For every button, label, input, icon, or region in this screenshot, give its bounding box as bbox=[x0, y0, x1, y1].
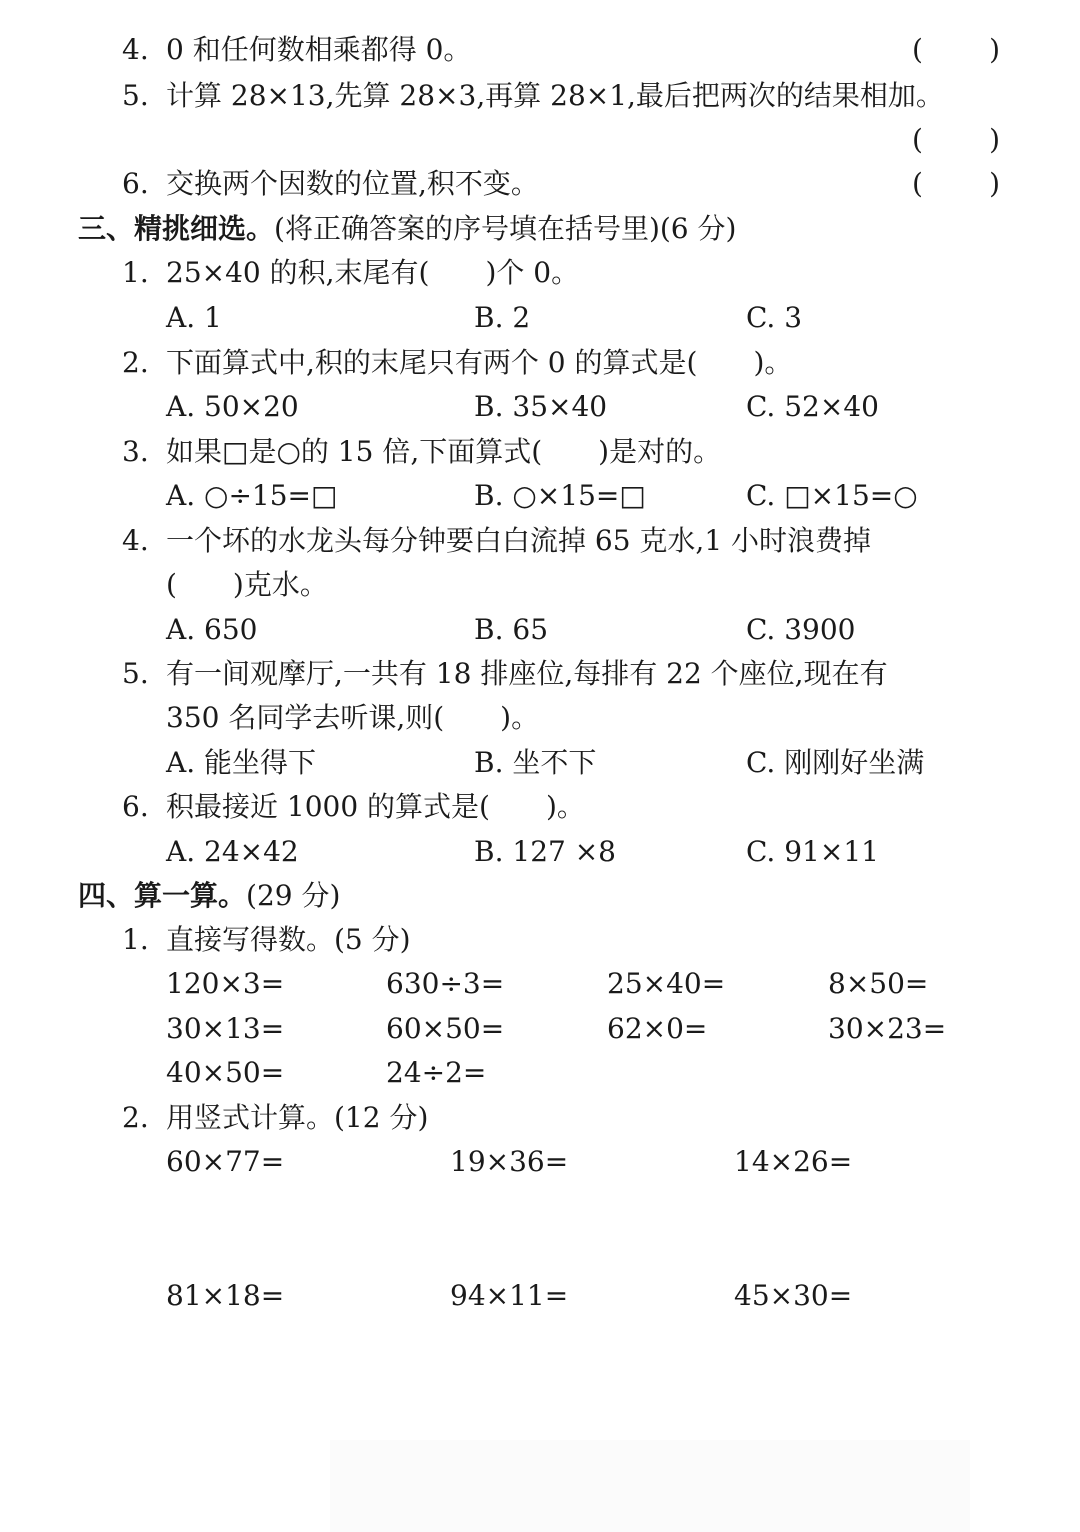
question-text: 一个坏的水龙头每分钟要白白流掉 65 克水,1 小时浪费掉 bbox=[166, 524, 872, 557]
option-c[interactable]: C. 3 bbox=[746, 301, 803, 334]
option-b[interactable]: B. 坐不下 bbox=[474, 746, 597, 779]
calc-item[interactable]: 81×18= bbox=[166, 1279, 285, 1312]
math-item[interactable]: 30×13= bbox=[166, 1012, 285, 1045]
judge-text: 交换两个因数的位置,积不变。 bbox=[166, 167, 539, 200]
section-3-heading bbox=[78, 212, 737, 245]
question-number: 3. bbox=[122, 435, 149, 468]
option-c[interactable]: C. 91×11 bbox=[746, 835, 879, 868]
worksheet-page: 4. 0 和任何数相乘都得 0。 ( ) 5. 计算 28×13,先算 28×3,再算 28×1,最后把两次的结果相加。 ( ) 6. 交换两个因数的位置,积不变。 ( ) 三、精挑细选。(将正确答案的序号填在括号里)(6 分) 1. 25×40 的积,末尾有( )个 0。 A. 1 B. 2 C. 3 2. 下面算式中,积的末尾只有两个 0 的算式是( )。 A. 50×20 B. 35×40 C. 52×40 3. 如果□是○的 15 倍,下面算式( )是对的。 A. ○÷15=□ B. ○×15=□ C. □×15=○ 4. 一个坏的水龙头每分钟要白白流掉 65 克水,1 小时浪费掉 ( )克水。 A. 650 B. 65 C. 3900 5. 有一间观摩厅,一共有 18 排座位,每排有 22 个座位,现在有 350 名同学去听课,则( )。 A. 能坐得下 B. 坐不下 C. 刚刚好坐满 6. 积最接近 1000 的算式是( )。 A. 24×42 B. 127 ×8 C. 91×11 四、算一算。(29 分) 1. 直接写得数。(5 分) 120×3= 630÷3= 25×40= 8×50= 30×13= 60×50= 62×0= 30×23= 40×50= 24÷2= 2. 用竖式计算。(12 分) 60×77= 19×36= 14×26= 81×18= 94×11= 45×30= bbox=[0, 0, 1080, 1532]
section-title: 四、算一算。 bbox=[78, 879, 247, 912]
option-c[interactable]: C. □×15=○ bbox=[746, 479, 918, 512]
option-b[interactable]: B. 127 ×8 bbox=[474, 835, 616, 868]
option-a[interactable]: A. 50×20 bbox=[166, 390, 299, 423]
judge-number: 6. bbox=[122, 167, 149, 200]
option-b[interactable]: B. ○×15=□ bbox=[474, 479, 646, 512]
question-text: 如果□是○的 15 倍,下面算式( )是对的。 bbox=[166, 435, 722, 468]
math-item[interactable]: 62×0= bbox=[607, 1012, 708, 1045]
question-text: 有一间观摩厅,一共有 18 排座位,每排有 22 个座位,现在有 bbox=[166, 657, 888, 690]
question-number: 4. bbox=[122, 524, 149, 557]
math-item[interactable]: 630÷3= bbox=[386, 967, 505, 1000]
question-text: 积最接近 1000 的算式是( )。 bbox=[166, 790, 585, 823]
section-score: (6 分) bbox=[659, 212, 737, 245]
section-title: 三、精挑细选。 bbox=[78, 212, 275, 245]
section-4-heading bbox=[78, 879, 341, 912]
option-a[interactable]: A. 能坐得下 bbox=[166, 746, 317, 779]
option-a[interactable]: A. ○÷15=□ bbox=[166, 479, 338, 512]
math-item[interactable]: 30×23= bbox=[828, 1012, 947, 1045]
part-title: 直接写得数。(5 分) bbox=[166, 923, 411, 956]
math-item[interactable]: 8×50= bbox=[828, 967, 929, 1000]
option-c[interactable]: C. 52×40 bbox=[746, 390, 879, 423]
math-item[interactable]: 24÷2= bbox=[386, 1056, 487, 1089]
option-b[interactable]: B. 65 bbox=[474, 613, 549, 646]
scan-shadow bbox=[330, 1440, 970, 1532]
math-item[interactable]: 120×3= bbox=[166, 967, 285, 1000]
judge-number: 5. bbox=[122, 79, 149, 112]
judge-text: 计算 28×13,先算 28×3,再算 28×1,最后把两次的结果相加。 bbox=[166, 79, 944, 112]
judge-number: 4. bbox=[122, 33, 149, 66]
question-text-continued: ( )克水。 bbox=[166, 568, 328, 601]
question-number: 6. bbox=[122, 790, 149, 823]
calc-item[interactable]: 60×77= bbox=[166, 1145, 285, 1178]
question-number: 1. bbox=[122, 256, 149, 289]
question-number: 2. bbox=[122, 346, 149, 379]
part-title: 用竖式计算。(12 分) bbox=[166, 1101, 429, 1134]
option-a[interactable]: A. 1 bbox=[166, 301, 222, 334]
calc-item[interactable]: 45×30= bbox=[734, 1279, 853, 1312]
math-item[interactable]: 25×40= bbox=[607, 967, 726, 1000]
calc-item[interactable]: 94×11= bbox=[450, 1279, 569, 1312]
calc-item[interactable]: 14×26= bbox=[734, 1145, 853, 1178]
part-number: 2. bbox=[122, 1101, 149, 1134]
option-a[interactable]: A. 24×42 bbox=[166, 835, 299, 868]
option-c[interactable]: C. 3900 bbox=[746, 613, 856, 646]
question-text-continued: 350 名同学去听课,则( )。 bbox=[166, 701, 540, 734]
option-b[interactable]: B. 35×40 bbox=[474, 390, 608, 423]
question-text: 25×40 的积,末尾有( )个 0。 bbox=[166, 256, 580, 289]
option-b[interactable]: B. 2 bbox=[474, 301, 531, 334]
judge-text: 0 和任何数相乘都得 0。 bbox=[166, 33, 472, 66]
section-note: (将正确答案的序号填在括号里) bbox=[274, 212, 660, 245]
question-text: 下面算式中,积的末尾只有两个 0 的算式是( )。 bbox=[166, 346, 793, 379]
section-score: (29 分) bbox=[246, 879, 341, 912]
option-a[interactable]: A. 650 bbox=[166, 613, 258, 646]
question-number: 5. bbox=[122, 657, 149, 690]
calc-item[interactable]: 19×36= bbox=[450, 1145, 569, 1178]
math-item[interactable]: 40×50= bbox=[166, 1056, 285, 1089]
option-c[interactable]: C. 刚刚好坐满 bbox=[746, 746, 925, 779]
part-number: 1. bbox=[122, 923, 149, 956]
math-item[interactable]: 60×50= bbox=[386, 1012, 505, 1045]
